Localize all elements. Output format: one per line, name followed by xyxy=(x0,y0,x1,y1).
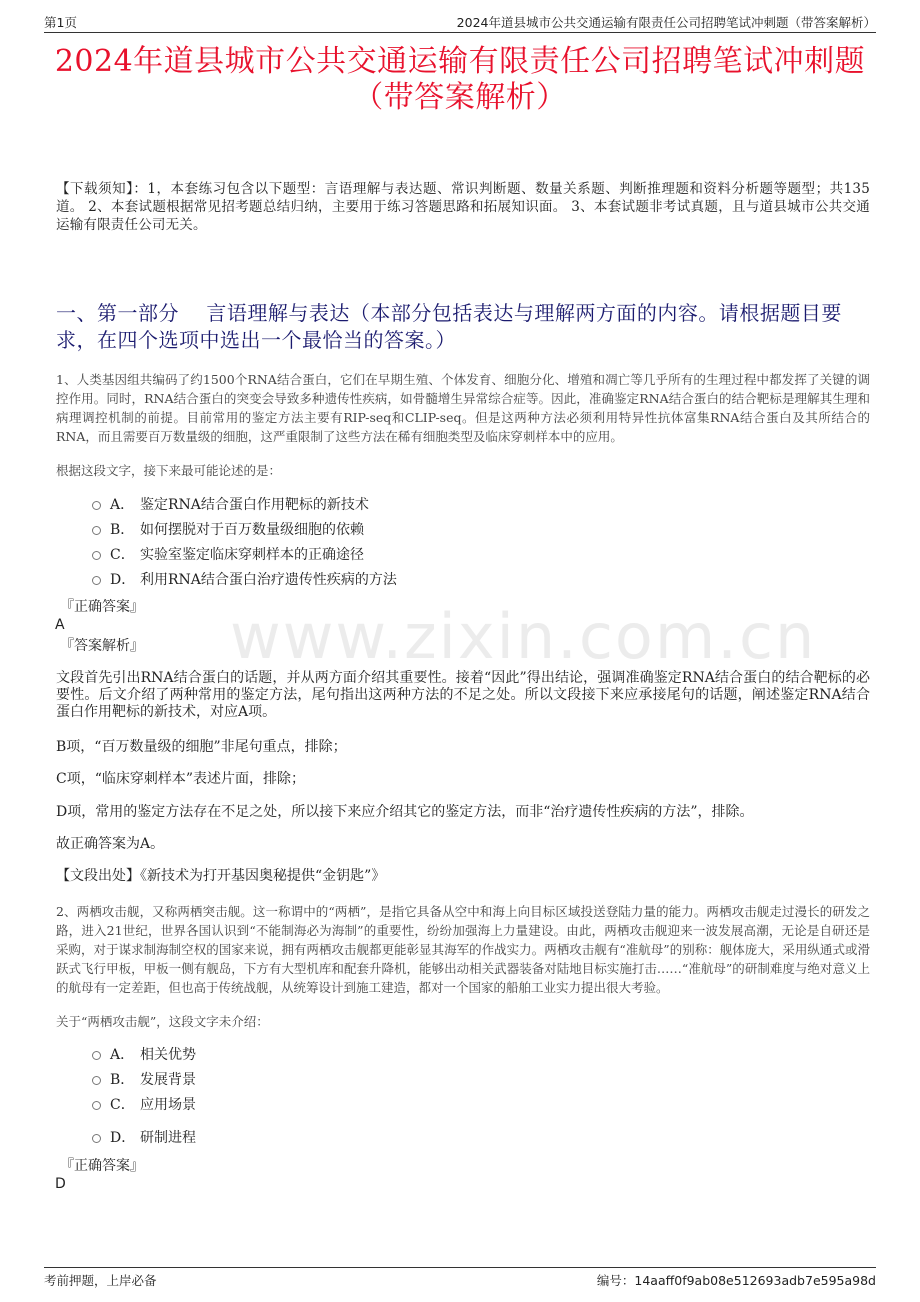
page-header xyxy=(44,12,876,33)
option-text: 利用RNA结合蛋白治疗遗传性疾病的方法 xyxy=(140,572,397,588)
radio-icon[interactable] xyxy=(92,551,101,560)
radio-icon[interactable] xyxy=(92,1051,101,1060)
question-1-stem: 1、人类基因组共编码了约1500个RNA结合蛋白，它们在早期生殖、个体发育、细胞分化、增殖和凋亡等几乎所有的生理过程中都发挥了关键的调控作用。同时，RNA结合蛋白的突变会导致多种遗传性疾病，如骨髓增生异常综合症等。因此，准确鉴定RNA结合蛋白的结合靶标是理解其生理和病理调控机制的前提。目前常用的鉴定方法主要有RIP-seq和CLIP-seq。但是这两种方法必须利用特异性抗体富集RNA结合蛋白及其所结合的RNA，而且需要百万数量级的细胞，这严重限制了这些方法在稀有细胞类型及临床穿刺样本中的应用。 xyxy=(56,372,870,444)
option-text: 研制进程 xyxy=(140,1130,196,1146)
analysis-paragraph: C项，“临床穿刺样本”表述片面，排除； xyxy=(56,771,306,787)
radio-icon[interactable] xyxy=(92,576,101,585)
question-2-stem: 2、两栖攻击舰，又称两栖突击舰。这一称谓中的“两栖”，是指它具备从空中和海上向目标区域投送登陆力量的能力。两栖攻击舰走过漫长的研发之路，进入21世纪，世界各国认识到“不能制海必为海制”的重要性，纷纷加强海上力量建设。由此，两栖攻击舰迎来一波发展高潮，无论是自研还是采购，对于谋求制海制空权的国家来说，拥有两栖攻击舰都更能彰显其海军的作战实力。两栖攻击舰有“准航母”的别称：舰体庞大，采用纵通式或滑跃式飞行甲板，甲板一侧有舰岛，下方有大型机库和配套升降机，能够出动相关武器装备对陆地目标实施打击……“准航母”的研制难度与绝对意义上的航母有一定差距，但也高于传统战舰，从统筹设计到施工建造，都对一个国家的船舶工业实力提出很大考验。 xyxy=(56,904,870,995)
section-heading: 一、第一部分 言语理解与表达（本部分包括表达与理解两方面的内容。请根据题目要求，在四个选项中选出一个最恰当的答案。） xyxy=(56,301,842,352)
analysis-paragraph: D项，常用的鉴定方法存在不足之处，所以接下来应介绍其它的鉴定方法，而非“治疗遗传性疾病的方法”，排除。 xyxy=(56,804,754,820)
download-notice: 【下载须知】：1，本套练习包含以下题型：言语理解与表达题、常识判断题、数量关系题、判断推理题和资料分析题等题型；共135道。 2、本套试题根据常见招考题总结归纳，主要用于练习答题思路和拓展知识面。 3、本套试题非考试真题，且与道县城市公共交通运输有限责任公司无关。 xyxy=(56,181,870,233)
serial-code: 14aaff0f9ab08e512693adb7e595a98d xyxy=(634,1273,876,1288)
analysis-paragraph: 文段首先引出RNA结合蛋白的话题，并从两方面介绍其重要性。接着“因此”得出结论，强调准确鉴定RNA结合蛋白的结合靶标的必要性。后文介绍了两种常用的鉴定方法，尾句指出这两种方法的不足之处。所以文段接下来应承接尾句的话题，阐述鉴定RNA结合蛋白作用靶标的新技术，对应A项。 xyxy=(56,670,870,720)
option-key: C． xyxy=(110,547,135,563)
radio-icon[interactable] xyxy=(92,1101,101,1110)
footer-serial xyxy=(597,1272,876,1290)
question-1-prompt: 根据这段文字，接下来最可能论述的是： xyxy=(56,463,282,478)
serial-label: 编号： xyxy=(596,1273,635,1288)
page-footer xyxy=(44,1267,876,1288)
watermark: www.zixin.com.cn xyxy=(230,600,817,673)
option-key: D． xyxy=(110,572,136,588)
title-line-1: 2024年道县城市公共交通运输有限责任公司招聘笔试冲刺题 xyxy=(54,44,866,79)
option-text: 应用场景 xyxy=(140,1097,196,1113)
option-text: 实验室鉴定临床穿刺样本的正确途径 xyxy=(140,547,364,563)
question-2-prompt: 关于“两栖攻击舰”，这段文字未介绍： xyxy=(56,1014,269,1029)
analysis-conclusion: 故正确答案为A。 xyxy=(56,836,165,852)
radio-icon[interactable] xyxy=(92,1134,101,1143)
option-text: 鉴定RNA结合蛋白作用靶标的新技术 xyxy=(140,497,369,513)
document-title xyxy=(40,44,880,116)
option-text: 发展背景 xyxy=(140,1072,196,1088)
correct-answer-label: 『正确答案』 xyxy=(60,1158,144,1174)
radio-icon[interactable] xyxy=(92,1076,101,1085)
option-key: A． xyxy=(110,1047,135,1063)
option-key: C． xyxy=(110,1097,135,1113)
title-line-2: （带答案解析） xyxy=(353,80,567,115)
option-key: A． xyxy=(110,497,135,513)
correct-answer-label: 『正确答案』 xyxy=(60,599,144,615)
footer-slogan: 考前押题，上岸必备 xyxy=(44,1273,157,1288)
radio-icon[interactable] xyxy=(92,501,101,510)
page-number: 第1页 xyxy=(44,15,77,30)
option-key: D． xyxy=(110,1130,136,1146)
option-text: 如何摆脱对于百万数量级细胞的依赖 xyxy=(140,522,364,538)
correct-answer: D xyxy=(55,1176,66,1192)
analysis-label: 『答案解析』 xyxy=(60,638,144,654)
radio-icon[interactable] xyxy=(92,526,101,535)
option-text: 相关优势 xyxy=(140,1047,196,1063)
option-key: B． xyxy=(110,1072,135,1088)
text-source: 【文段出处】《新技术为打开基因奥秘提供“金钥匙”》 xyxy=(56,868,386,884)
analysis-paragraph: B项，“百万数量级的细胞”非尾句重点，排除； xyxy=(56,739,347,755)
header-doc-title: 2024年道县城市公共交通运输有限责任公司招聘笔试冲刺题（带答案解析） xyxy=(456,15,876,30)
option-key: B． xyxy=(110,522,135,538)
correct-answer: A xyxy=(55,617,65,633)
